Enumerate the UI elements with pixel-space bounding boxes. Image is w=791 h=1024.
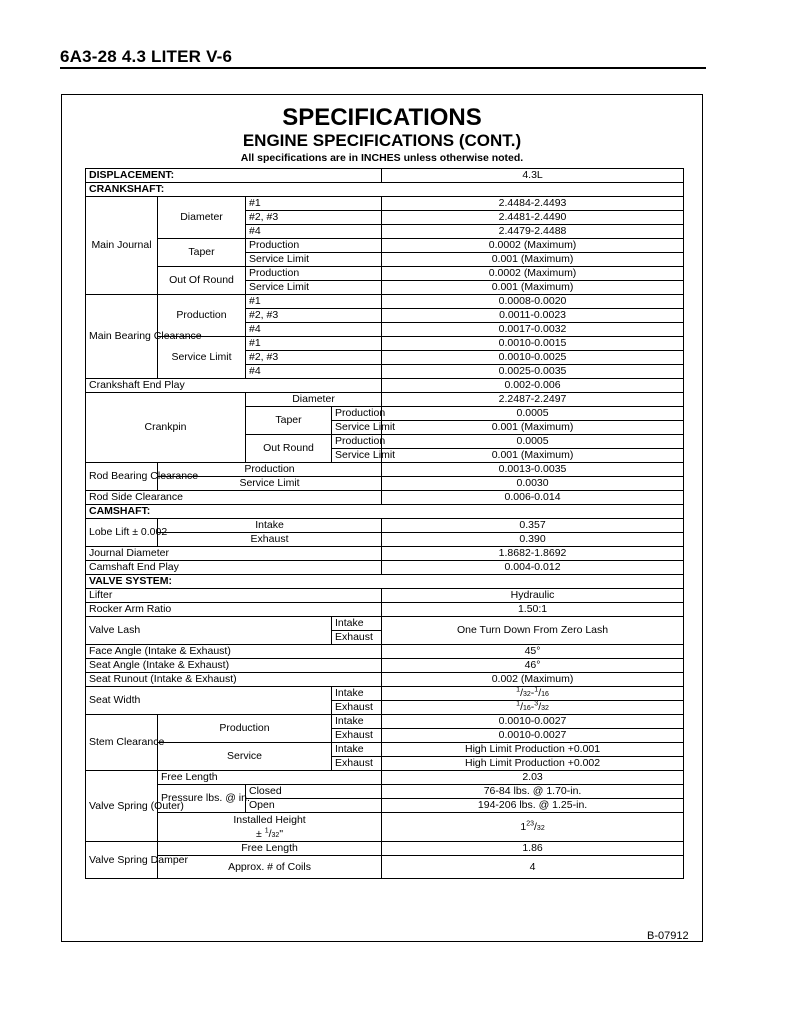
table-row (86, 197, 684, 211)
sc-production-exhaust-value: 0.0010-0.0027 (382, 729, 684, 743)
table-row (86, 505, 684, 519)
page-title: SPECIFICATIONS (282, 104, 482, 131)
displacement-label: DISPLACEMENT: (86, 169, 382, 183)
mb-service-1-value: 0.0010-0.0015 (382, 337, 684, 351)
table-row (86, 519, 684, 533)
sc-production-intake-value: 0.0010-0.0027 (382, 715, 684, 729)
table-row (86, 589, 684, 603)
cam-end-play-value: 0.004-0.012 (382, 561, 684, 575)
cam-end-play-label: Camshaft End Play (86, 561, 382, 575)
engine-specifications-table (85, 168, 684, 879)
mj-diameter-label: Diameter (158, 197, 246, 239)
page-header: 6A3-28 4.3 LITER V-6 (60, 47, 233, 66)
mj-oor-service-value: 0.001 (Maximum) (382, 281, 684, 295)
cp-taper-production: Production (332, 407, 382, 421)
sc-production-intake: Intake (332, 715, 382, 729)
vd-free-length-label: Free Length (158, 842, 382, 856)
table-row (86, 491, 684, 505)
vs-free-length-label: Free Length (158, 771, 382, 785)
vd-coils-value: 4 (382, 856, 684, 879)
cp-taper-service: Service Limit (332, 421, 382, 435)
mb-service-1: #1 (246, 337, 382, 351)
table-row (86, 533, 684, 547)
mb-production-1-value: 0.0008-0.0020 (382, 295, 684, 309)
mb-service-4: #4 (246, 365, 382, 379)
seat-width-exhaust: Exhaust (332, 701, 382, 715)
mj-diameter-1-value: 2.4484-2.4493 (382, 197, 684, 211)
mj-taper-production-value: 0.0002 (Maximum) (382, 239, 684, 253)
lobe-exhaust-value: 0.390 (382, 533, 684, 547)
lobe-exhaust-label: Exhaust (158, 533, 382, 547)
table-row (86, 715, 684, 729)
table-row (86, 379, 684, 393)
table-row (86, 239, 684, 253)
mj-diameter-1: #1 (246, 197, 382, 211)
mj-diameter-4-value: 2.4479-2.4488 (382, 225, 684, 239)
rod-side-clearance-label: Rod Side Clearance (86, 491, 382, 505)
mj-oor-service: Service Limit (246, 281, 382, 295)
vs-installed-height-value: $1^{23}/32$ (382, 813, 684, 842)
table-row (86, 673, 684, 687)
table-row (86, 743, 684, 757)
mb-production-23-value: 0.0011-0.0023 (382, 309, 684, 323)
mj-diameter-23: #2, #3 (246, 211, 382, 225)
cp-oor-production: Production (332, 435, 382, 449)
rod-bearing-clearance-label: Rod Bearing Clearance (86, 463, 158, 491)
mb-production-1: #1 (246, 295, 382, 309)
seat-width-intake-value: $^1$/32-$^1$/16 (382, 687, 684, 701)
vs-pressure-label: Pressure lbs. @ in. (158, 785, 246, 813)
sc-service-intake-value: High Limit Production +0.001 (382, 743, 684, 757)
vs-installed-height-label: Installed Height ± $^1$/32" (158, 813, 382, 842)
mb-production-23: #2, #3 (246, 309, 382, 323)
mj-oor-production: Production (246, 267, 382, 281)
camshaft-section: CAMSHAFT: (86, 505, 684, 519)
table-row (86, 547, 684, 561)
seat-runout-value: 0.002 (Maximum) (382, 673, 684, 687)
seat-runout-label: Seat Runout (Intake & Exhaust) (86, 673, 382, 687)
valve-lash-value: One Turn Down From Zero Lash (382, 617, 684, 645)
cp-taper-label: Taper (246, 407, 332, 435)
valve-lash-intake: Intake (332, 617, 382, 631)
displacement-value: 4.3L (382, 169, 684, 183)
journal-diameter-value: 1.8682-1.8692 (382, 547, 684, 561)
sc-service-label: Service (158, 743, 332, 771)
lobe-lift-label: Lobe Lift ± 0.002 (86, 519, 158, 547)
mb-service-23: #2, #3 (246, 351, 382, 365)
table-row (86, 561, 684, 575)
vs-closed-label: Closed (246, 785, 382, 799)
face-angle-label: Face Angle (Intake & Exhaust) (86, 645, 382, 659)
mb-production-4: #4 (246, 323, 382, 337)
vs-open-label: Open (246, 799, 382, 813)
mj-out-of-round-label: Out Of Round (158, 267, 246, 295)
rb-service-label: Service Limit (158, 477, 382, 491)
mj-taper-service-value: 0.001 (Maximum) (382, 253, 684, 267)
seat-width-exhaust-value: $^1$/16-$^3$/32 (382, 701, 684, 715)
sc-service-exhaust: Exhaust (332, 757, 382, 771)
vs-free-length-value: 2.03 (382, 771, 684, 785)
crank-end-play-label: Crankshaft End Play (86, 379, 382, 393)
sc-production-exhaust: Exhaust (332, 729, 382, 743)
lobe-intake-value: 0.357 (382, 519, 684, 533)
rb-service-value: 0.0030 (382, 477, 684, 491)
valve-spring-damper-label: Valve Spring Damper (86, 842, 158, 879)
rocker-ratio-value: 1.50:1 (382, 603, 684, 617)
mb-production-label: Production (158, 295, 246, 337)
table-row (86, 267, 684, 281)
rb-production-value: 0.0013-0.0035 (382, 463, 684, 477)
seat-width-intake: Intake (332, 687, 382, 701)
mb-service-4-value: 0.0025-0.0035 (382, 365, 684, 379)
page-subtitle: ENGINE SPECIFICATIONS (CONT.) (242, 131, 522, 150)
cp-taper-production-value: 0.0005 (382, 407, 684, 421)
table-row (86, 687, 684, 701)
mb-service-label: Service Limit (158, 337, 246, 379)
rod-side-clearance-value: 0.006-0.014 (382, 491, 684, 505)
cp-diameter-value: 2.2487-2.2497 (382, 393, 684, 407)
mb-service-23-value: 0.0010-0.0025 (382, 351, 684, 365)
table-row (86, 842, 684, 856)
main-journal-label: Main Journal (86, 197, 158, 295)
figure-id: B-07912 (647, 930, 689, 942)
mj-taper-production: Production (246, 239, 382, 253)
table-row (86, 169, 684, 183)
cp-out-round-label: Out Round (246, 435, 332, 463)
face-angle-value: 45° (382, 645, 684, 659)
mj-diameter-4: #4 (246, 225, 382, 239)
seat-width-label: Seat Width (86, 687, 332, 715)
sc-production-label: Production (158, 715, 332, 743)
table-row (86, 617, 684, 631)
mj-oor-production-value: 0.0002 (Maximum) (382, 267, 684, 281)
table-row (86, 771, 684, 785)
table-row (86, 393, 684, 407)
vs-open-value: 194-206 lbs. @ 1.25-in. (382, 799, 684, 813)
table-row (86, 659, 684, 673)
cp-oor-service: Service Limit (332, 449, 382, 463)
cp-oor-production-value: 0.0005 (382, 435, 684, 449)
journal-diameter-label: Journal Diameter (86, 547, 382, 561)
table-row (86, 575, 684, 589)
lifter-value: Hydraulic (382, 589, 684, 603)
crank-end-play-value: 0.002-0.006 (382, 379, 684, 393)
table-row (86, 645, 684, 659)
main-bearing-clearance-label: Main Bearing Clearance (86, 295, 158, 379)
table-row (86, 603, 684, 617)
cp-taper-service-value: 0.001 (Maximum) (382, 421, 684, 435)
seat-angle-value: 46° (382, 659, 684, 673)
cp-diameter-label: Diameter (246, 393, 382, 407)
lobe-intake-label: Intake (158, 519, 382, 533)
cp-oor-service-value: 0.001 (Maximum) (382, 449, 684, 463)
seat-angle-label: Seat Angle (Intake & Exhaust) (86, 659, 382, 673)
units-note: All specifications are in INCHES unless otherwise noted. (240, 152, 524, 164)
sc-service-intake: Intake (332, 743, 382, 757)
table-row (86, 295, 684, 309)
valve-lash-exhaust: Exhaust (332, 631, 382, 645)
valve-lash-label: Valve Lash (86, 617, 332, 645)
rb-production-label: Production (158, 463, 382, 477)
rocker-ratio-label: Rocker Arm Ratio (86, 603, 382, 617)
sc-service-exhaust-value: High Limit Production +0.002 (382, 757, 684, 771)
vs-closed-value: 76-84 lbs. @ 1.70-in. (382, 785, 684, 799)
mj-taper-label: Taper (158, 239, 246, 267)
mj-taper-service: Service Limit (246, 253, 382, 267)
lifter-label: Lifter (86, 589, 382, 603)
table-row (86, 463, 684, 477)
valve-system-section: VALVE SYSTEM: (86, 575, 684, 589)
valve-spring-outer-label: Valve Spring (Outer) (86, 771, 158, 842)
mb-production-4-value: 0.0017-0.0032 (382, 323, 684, 337)
mj-diameter-23-value: 2.4481-2.4490 (382, 211, 684, 225)
table-row (86, 183, 684, 197)
header-rule (60, 67, 706, 69)
stem-clearance-label: Stem Clearance (86, 715, 158, 771)
table-row (86, 785, 684, 799)
crankshaft-section: CRANKSHAFT: (86, 183, 684, 197)
vd-free-length-value: 1.86 (382, 842, 684, 856)
vd-coils-label: Approx. # of Coils (158, 856, 382, 879)
crankpin-label: Crankpin (86, 393, 246, 463)
